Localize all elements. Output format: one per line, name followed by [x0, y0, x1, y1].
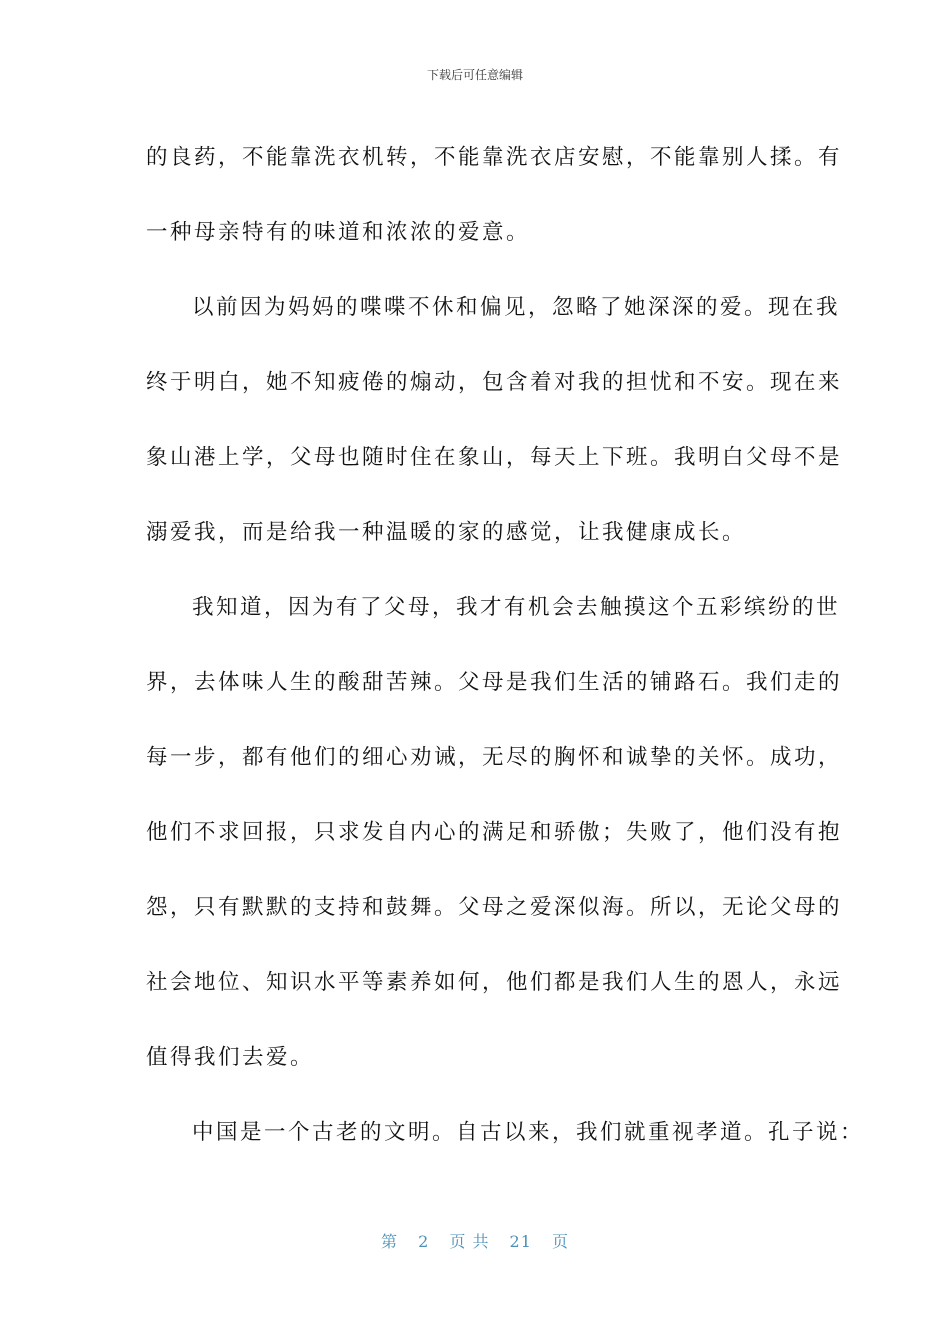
footer-middle: 页 共: [449, 1232, 490, 1251]
page-header: 下载后可任意编辑: [426, 68, 523, 82]
footer-prefix: 第: [380, 1232, 398, 1251]
footer-suffix: 页: [552, 1232, 570, 1251]
text-line: 的良药，不能靠洗衣机转，不能靠洗衣店安慰，不能靠别人揉。有: [146, 145, 843, 170]
text-line: 界，去体味人生的酸甜苦辣。父母是我们生活的铺路石。我们走的: [146, 670, 843, 695]
text-line: 终于明白，她不知疲倦的煽动，包含着对我的担忧和不安。现在来: [146, 370, 843, 395]
document-body: [146, 120, 865, 1170]
footer-total-pages: 21: [509, 1232, 532, 1251]
text-line: 象山港上学，父母也随时住在象山，每天上下班。我明白父母不是: [146, 445, 843, 470]
footer-page-number: 2: [418, 1232, 430, 1251]
paragraph-first-line: 我知道，因为有了父母，我才有机会去触摸这个五彩缤纷的世: [192, 595, 841, 620]
text-line: 他们不求回报，只求发自内心的满足和骄傲；失败了，他们没有抱: [146, 820, 843, 845]
text-line: 一种母亲特有的味道和浓浓的爱意。: [146, 220, 531, 245]
paragraph-first-line: 以前因为妈妈的喋喋不休和偏见，忽略了她深深的爱。现在我: [192, 295, 841, 320]
paragraph-first-line: 中国是一个古老的文明。自古以来，我们就重视孝道。孔子说：: [192, 1120, 865, 1145]
text-line: 每一步，都有他们的细心劝诫，无尽的胸怀和诚挚的关怀。成功，: [146, 745, 843, 770]
text-line: 溺爱我，而是给我一种温暖的家的感觉，让我健康成长。: [146, 520, 747, 545]
text-line: 社会地位、知识水平等素养如何，他们都是我们人生的恩人，永远: [146, 970, 843, 995]
page-footer: [0, 1229, 950, 1252]
text-line: 怨，只有默默的支持和鼓舞。父母之爱深似海。所以，无论父母的: [146, 895, 843, 920]
text-line: 值得我们去爱。: [146, 1045, 315, 1070]
